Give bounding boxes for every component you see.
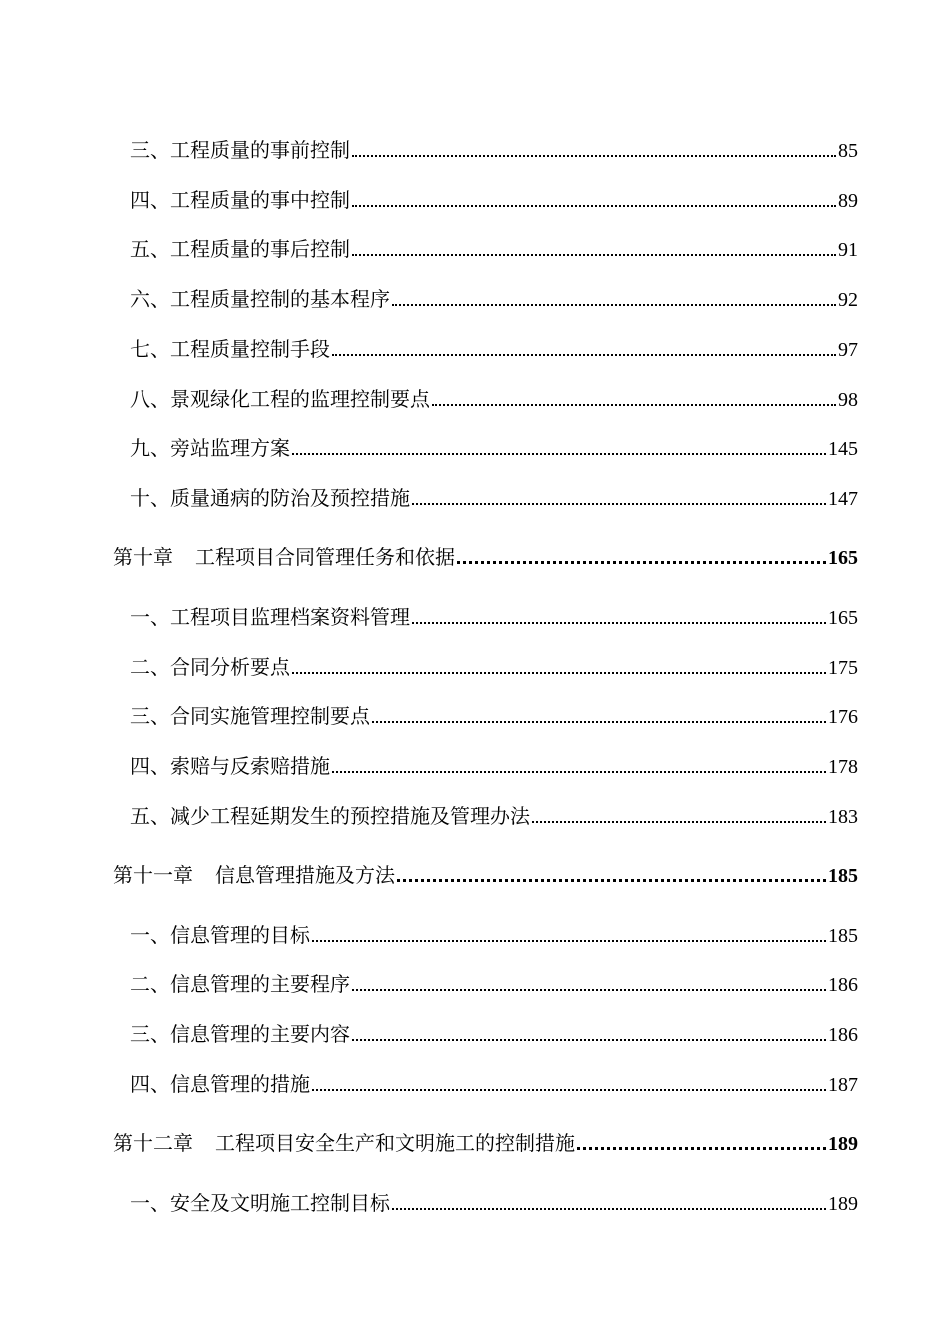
toc-entry-title: 四、工程质量的事中控制 [130, 188, 350, 212]
dot-leader [332, 771, 826, 773]
toc-entry-page: 85 [838, 140, 858, 162]
toc-entry-page: 147 [828, 488, 858, 510]
dot-leader [352, 155, 836, 157]
toc-entry-title: 十、质量通病的防治及预控措施 [130, 486, 410, 510]
toc-entry-page: 189 [828, 1193, 858, 1215]
toc-entry-title: 七、工程质量控制手段 [130, 337, 330, 361]
dot-leader [372, 721, 826, 723]
toc-chapter-entry[interactable] [113, 1130, 858, 1157]
toc-entry[interactable] [130, 386, 858, 413]
toc-entry-title: 一、工程项目监理档案资料管理 [130, 605, 410, 629]
toc-entry[interactable] [130, 604, 858, 631]
toc-entry-page: 92 [838, 289, 858, 311]
toc-entry-page: 186 [828, 974, 858, 996]
toc-entry-title: 八、景观绿化工程的监理控制要点 [130, 387, 430, 411]
toc-entry-page: 145 [828, 438, 858, 460]
toc-entry[interactable] [130, 703, 858, 730]
toc-entry-title: 六、工程质量控制的基本程序 [130, 287, 390, 311]
chapter-title: 工程项目合同管理任务和依据 [195, 545, 455, 569]
chapter-number: 第十章 [113, 545, 173, 569]
toc-entry-title: 四、信息管理的措施 [130, 1072, 310, 1096]
toc-entry[interactable] [130, 187, 858, 214]
chapter-title: 工程项目安全生产和文明施工的控制措施 [215, 1131, 575, 1155]
toc-entry[interactable] [130, 803, 858, 830]
toc-entry-title: 二、信息管理的主要程序 [130, 972, 350, 996]
toc-entry-title: 九、旁站监理方案 [130, 436, 290, 460]
toc-entry[interactable] [130, 137, 858, 164]
toc-entry-page: 186 [828, 1024, 858, 1046]
toc-chapter-entry[interactable] [113, 862, 858, 889]
toc-entry[interactable] [130, 336, 858, 363]
toc-entry-page: 91 [838, 239, 858, 261]
toc-entry-title: 二、合同分析要点 [130, 655, 290, 679]
toc-entry-title: 一、安全及文明施工控制目标 [130, 1191, 390, 1215]
chapter-number: 第十一章 [113, 863, 193, 887]
toc-entry[interactable] [130, 971, 858, 998]
toc-chapter-entry[interactable] [113, 544, 858, 571]
dot-leader [397, 879, 826, 882]
dot-leader [392, 1208, 826, 1210]
toc-entry-page: 98 [838, 389, 858, 411]
toc-entry[interactable] [130, 1071, 858, 1098]
toc-entry[interactable] [130, 753, 858, 780]
toc-entry[interactable] [130, 435, 858, 462]
toc-entry[interactable] [130, 236, 858, 263]
dot-leader [292, 453, 826, 455]
dot-leader [352, 989, 826, 991]
toc-entry-page: 178 [828, 756, 858, 778]
dot-leader [352, 1039, 826, 1041]
toc-entry-page: 165 [828, 607, 858, 629]
toc-entry[interactable] [130, 1190, 858, 1217]
toc-entry-title: 三、信息管理的主要内容 [130, 1022, 350, 1046]
dot-leader [312, 940, 826, 942]
toc-entry-title: 三、工程质量的事前控制 [130, 138, 350, 162]
dot-leader [392, 304, 836, 306]
toc-entry-page: 185 [828, 925, 858, 947]
dot-leader [457, 561, 826, 564]
dot-leader [577, 1147, 826, 1150]
toc-entry[interactable] [130, 654, 858, 681]
dot-leader [312, 1089, 826, 1091]
chapter-title: 信息管理措施及方法 [215, 863, 395, 887]
toc-entry-page: 97 [838, 339, 858, 361]
dot-leader [352, 254, 836, 256]
toc-entry-page: 89 [838, 190, 858, 212]
toc-entry-title: 三、合同实施管理控制要点 [130, 704, 370, 728]
toc-entry-title: 五、工程质量的事后控制 [130, 237, 350, 261]
dot-leader [412, 622, 826, 624]
toc-entry[interactable] [130, 286, 858, 313]
toc-entry-page: 175 [828, 657, 858, 679]
dot-leader [292, 672, 826, 674]
toc-entry-title: 五、减少工程延期发生的预控措施及管理办法 [130, 804, 530, 828]
toc-chapter-title [113, 1130, 575, 1156]
toc-chapter-title [113, 862, 395, 888]
toc-entry[interactable] [130, 922, 858, 949]
toc-entry-page: 176 [828, 706, 858, 728]
toc-entry-page: 183 [828, 806, 858, 828]
dot-leader [432, 404, 836, 406]
toc-entry-title: 四、索赔与反索赔措施 [130, 754, 330, 778]
dot-leader [532, 821, 826, 823]
toc-chapter-title [113, 544, 455, 570]
toc-entry-page: 165 [828, 547, 858, 569]
toc-entry-page: 189 [828, 1133, 858, 1155]
dot-leader [412, 503, 826, 505]
toc-entry-page: 185 [828, 865, 858, 887]
toc-entry-title: 一、信息管理的目标 [130, 923, 310, 947]
chapter-number: 第十二章 [113, 1131, 193, 1155]
dot-leader [332, 354, 836, 356]
toc-entry-page: 187 [828, 1074, 858, 1096]
toc-entry[interactable] [130, 485, 858, 512]
toc-entry[interactable] [130, 1021, 858, 1048]
dot-leader [352, 205, 836, 207]
